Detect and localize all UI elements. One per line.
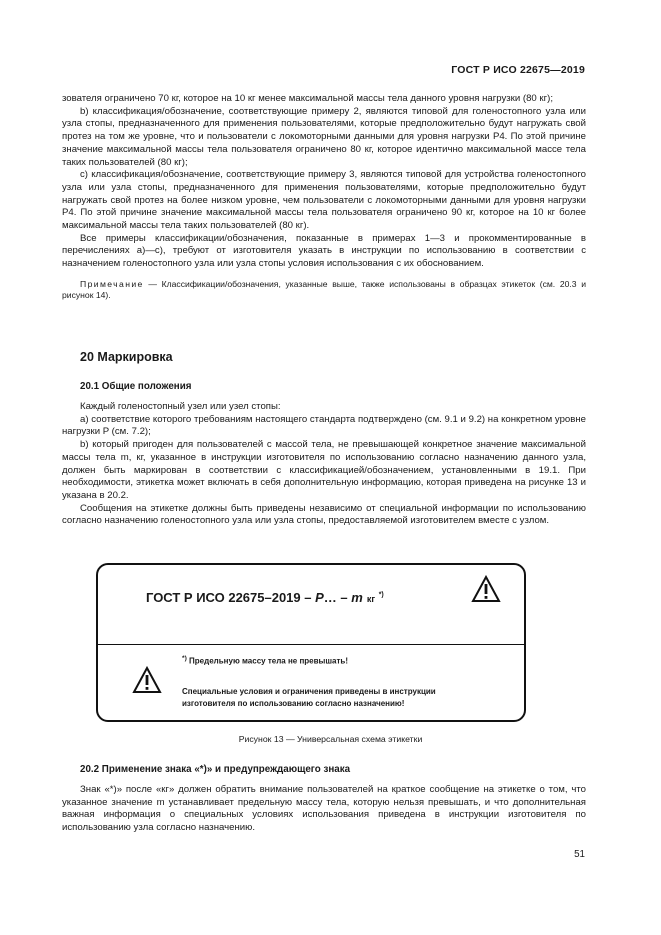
section-20-title: 20 Маркировка	[80, 350, 173, 364]
label-m-variable: m	[351, 590, 363, 605]
paragraph-a-continuation: зователя ограничено 70 кг, которое на 10 кг менее максимальной массы тела данного уровня нагрузки (80 кг);	[62, 93, 553, 104]
page-number: 51	[574, 849, 585, 860]
label-conditions-line2: изготовителя по использованию согласно назначению!	[182, 699, 405, 708]
paragraph-item-b: b) который пригоден для пользователей с массой тела, не превышающей конкретное значение максимальной массы тела m, кг, указанное в инструкции изготовителя по использованию согласно назначению данного узла, должен быть маркирован в соответствии с классификацией/обозначением, установленными в 19.1. При необходимости, этикетка может включать в себя дополнительную информацию, которая приведена на рисунке 13 и указана в 20.2.	[62, 439, 586, 501]
figure-caption: Рисунок 13 — Универсальная схема этикетки	[238, 734, 423, 744]
paragraph-summary: Все примеры классификации/обозначения, показанные в примерах 1—3 и прокомментированные в перечислениях a)—c), требуют от изготовителя указать в инструкции по использованию в соответствии с назначением голеностопного узла или узла стопы условия использования с их обоснованием.	[62, 232, 586, 270]
paragraph-b: b) классификация/обозначение, соответствующие примеру 2, являются типовой для голеностопного узла или узла стопы, предназначенного для применения пользователями, которые предположительно будут нагружать свой протез на том же уровне, что и пользователи с локомоторными данными для уровня нагрузки P4. По этой причине значение максимальной массы тела пользователя ограничено 80 кг, которое идентично максимальной массе тела таких пользователей (80 кг);	[62, 105, 586, 168]
label-standard: ГОСТ Р ИСО 22675–2019 –	[146, 590, 316, 605]
section-20-2-title: 20.2 Применение знака «*)» и предупреждающего знака	[80, 764, 351, 775]
label-scheme	[96, 563, 526, 722]
paragraph-item-a: a) соответствие которого требованиям настоящего стандарта подтверждено (см. 9.1 и 9.2) на конкретном уровне нагрузки P (см. 7.2);	[62, 413, 586, 438]
note-text: — Классификации/обозначения, указанные выше, также использованы в образцах этикеток (см. 20.3 и рисунок 14).	[62, 278, 586, 301]
label-footnote-mark: *)	[378, 591, 384, 599]
paragraph-sign-usage: Знак «*)» после «кг» должен обратить внимание пользователей на краткое сообщение на этикетке о том, что указанное значение m устанавливает предельную массу тела, которую нельзя превышать, и что дополнительная важная информация о специальных условиях использования приведена в инструкции изготовителя по использованию узла согласно назначению.	[62, 784, 586, 834]
label-conditions-line1: Специальные условия и ограничения приведены в инструкции	[182, 687, 436, 696]
warning-triangle-icon	[132, 666, 162, 694]
label-designation	[146, 590, 384, 605]
label-top-panel	[98, 565, 524, 645]
note	[62, 279, 586, 302]
section-20-2-body	[62, 784, 586, 835]
label-conditions	[182, 686, 436, 710]
section-20-1-title: 20.1 Общие положения	[80, 381, 192, 392]
label-warning	[182, 655, 348, 666]
label-dots: … –	[323, 590, 352, 605]
paragraph-messages: Сообщения на этикетке должны быть приведены независимо от специальной информации по использованию согласно назначению голеностопного узла или узла стопы, предоставляемой изготовителем вместе с узлом.	[62, 502, 586, 527]
note-label: Примечание	[80, 278, 144, 289]
label-warning-mark: *)	[182, 655, 187, 662]
label-warning-text: Предельную массу тела не превышать!	[189, 656, 348, 666]
label-unit: кг	[366, 594, 376, 604]
paragraph-c: c) классификация/обозначение, соответствующие примеру 3, являются типовой для устройства голеностопного узла или узла стопы, предназначенного для применения пользователями, которые предположительно будут нагружать свой протез на более низком уровне, чем пользователи с локомоторными данными для уровня нагрузки P4. По этой причине значение максимальной массы тела пользователя ограничено 90 кг, которое на 10 кг более максимальной массы тела таких пользователей (80 кг).	[62, 169, 586, 232]
body-top	[62, 93, 586, 302]
section-20-1-body	[62, 401, 586, 528]
label-p-variable: P	[315, 590, 324, 605]
warning-triangle-icon	[471, 575, 501, 603]
document-header: ГОСТ Р ИСО 22675—2019	[451, 64, 585, 76]
paragraph-intro: Каждый голеностопный узел или узел стопы:	[80, 401, 281, 412]
